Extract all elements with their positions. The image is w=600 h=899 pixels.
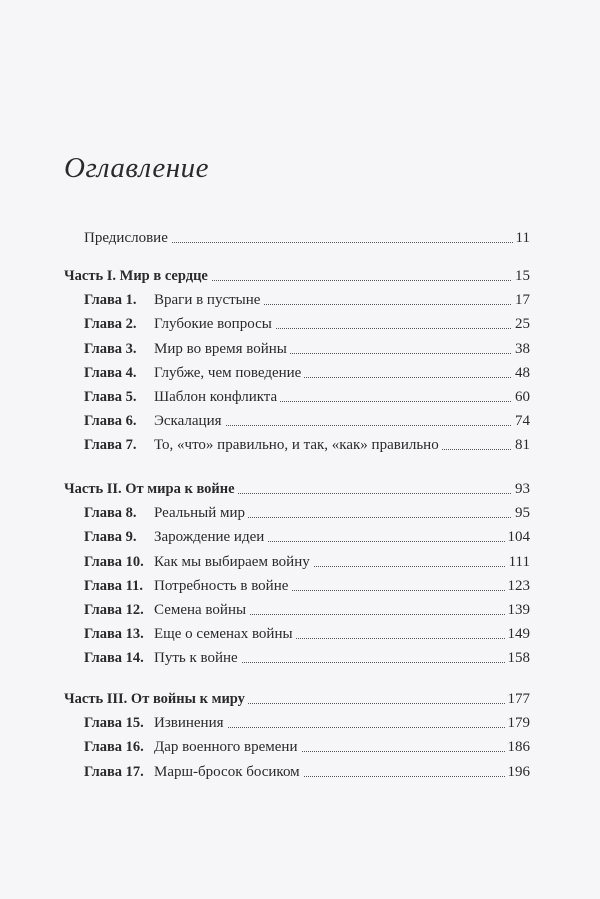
toc-chapter-row bbox=[0, 712, 600, 734]
chapter-number: Глава 6. bbox=[84, 413, 137, 429]
toc-chapter-row bbox=[0, 502, 600, 524]
part-title: Часть III. От войны к миру bbox=[64, 688, 248, 710]
preface-title: Предисловие bbox=[84, 227, 171, 249]
chapter-title: Зарождение идеи bbox=[154, 526, 267, 548]
toc-chapter-row bbox=[0, 575, 600, 597]
chapter-title: Путь к войне bbox=[154, 647, 241, 669]
chapter-title: Как мы выбираем войну bbox=[154, 551, 313, 573]
page-number: 196 bbox=[505, 761, 531, 783]
toc-part-row bbox=[0, 688, 600, 710]
page-number: 74 bbox=[512, 410, 530, 432]
part-title: Часть I. Мир в сердце bbox=[64, 265, 211, 287]
chapter-number: Глава 5. bbox=[84, 389, 137, 405]
chapter-number: Глава 16. bbox=[84, 739, 144, 755]
chapter-number: Глава 2. bbox=[84, 316, 137, 332]
toc-chapter-row bbox=[0, 761, 600, 783]
chapter-number: Глава 9. bbox=[84, 529, 137, 545]
chapter-title: Извинения bbox=[154, 712, 227, 734]
page-number: 111 bbox=[506, 551, 530, 573]
toc-chapter-row bbox=[0, 647, 600, 669]
toc-chapter-row bbox=[0, 736, 600, 758]
toc-chapter-row bbox=[0, 623, 600, 645]
page-number: 104 bbox=[505, 526, 531, 548]
toc-chapter-row bbox=[0, 338, 600, 360]
chapter-title: Еще о семенах войны bbox=[154, 623, 296, 645]
page-number: 186 bbox=[505, 736, 531, 758]
toc-part-row bbox=[0, 265, 600, 287]
toc-preface-row bbox=[0, 227, 600, 249]
page-number: 149 bbox=[505, 623, 531, 645]
chapter-number: Глава 1. bbox=[84, 292, 137, 308]
chapter-number: Глава 13. bbox=[84, 626, 144, 642]
chapter-title: Глубже, чем поведение bbox=[154, 362, 304, 384]
chapter-title: Реальный мир bbox=[154, 502, 248, 524]
toc-chapter-row bbox=[0, 386, 600, 408]
toc-chapter-row bbox=[0, 410, 600, 432]
toc-chapter-row bbox=[0, 434, 600, 456]
chapter-number: Глава 15. bbox=[84, 715, 144, 731]
chapter-number: Глава 3. bbox=[84, 341, 137, 357]
page-number: 11 bbox=[513, 227, 530, 249]
page-number: 38 bbox=[512, 338, 530, 360]
chapter-number: Глава 14. bbox=[84, 650, 144, 666]
page-number: 15 bbox=[512, 265, 530, 287]
page-number: 93 bbox=[512, 478, 530, 500]
page-number: 95 bbox=[512, 502, 530, 524]
chapter-title: Шаблон конфликта bbox=[154, 386, 280, 408]
chapter-title: То, «что» правильно, и так, «как» правильно bbox=[154, 434, 442, 456]
toc-chapter-row bbox=[0, 289, 600, 311]
chapter-title: Семена войны bbox=[154, 599, 249, 621]
chapter-number: Глава 4. bbox=[84, 365, 137, 381]
chapter-title: Потребность в войне bbox=[154, 575, 291, 597]
chapter-title: Враги в пустыне bbox=[154, 289, 263, 311]
page-number: 17 bbox=[512, 289, 530, 311]
page-number: 158 bbox=[505, 647, 531, 669]
toc-chapter-row bbox=[0, 313, 600, 335]
chapter-number: Глава 10. bbox=[84, 554, 144, 570]
page-number: 48 bbox=[512, 362, 530, 384]
page-number: 177 bbox=[505, 688, 531, 710]
toc-chapter-row bbox=[0, 526, 600, 548]
part-title: Часть II. От мира к войне bbox=[64, 478, 238, 500]
chapter-title: Эскалация bbox=[154, 410, 225, 432]
chapter-title: Дар военного времени bbox=[154, 736, 301, 758]
page-number: 25 bbox=[512, 313, 530, 335]
page-number: 123 bbox=[505, 575, 531, 597]
toc-chapter-row bbox=[0, 551, 600, 573]
chapter-number: Глава 7. bbox=[84, 437, 137, 453]
chapter-number: Глава 17. bbox=[84, 764, 144, 780]
toc-part-row bbox=[0, 478, 600, 500]
chapter-number: Глава 11. bbox=[84, 578, 144, 594]
toc-chapter-row bbox=[0, 599, 600, 621]
page-number: 139 bbox=[505, 599, 531, 621]
toc-chapter-row bbox=[0, 362, 600, 384]
chapter-title: Марш-бросок босиком bbox=[154, 761, 303, 783]
chapter-title: Глубокие вопросы bbox=[154, 313, 275, 335]
page-title: Оглавление bbox=[64, 152, 209, 184]
chapter-title: Мир во время войны bbox=[154, 338, 290, 360]
page-number: 81 bbox=[512, 434, 530, 456]
page-number: 60 bbox=[512, 386, 530, 408]
chapter-number: Глава 8. bbox=[84, 505, 137, 521]
page-number: 179 bbox=[505, 712, 531, 734]
chapter-number: Глава 12. bbox=[84, 602, 144, 618]
